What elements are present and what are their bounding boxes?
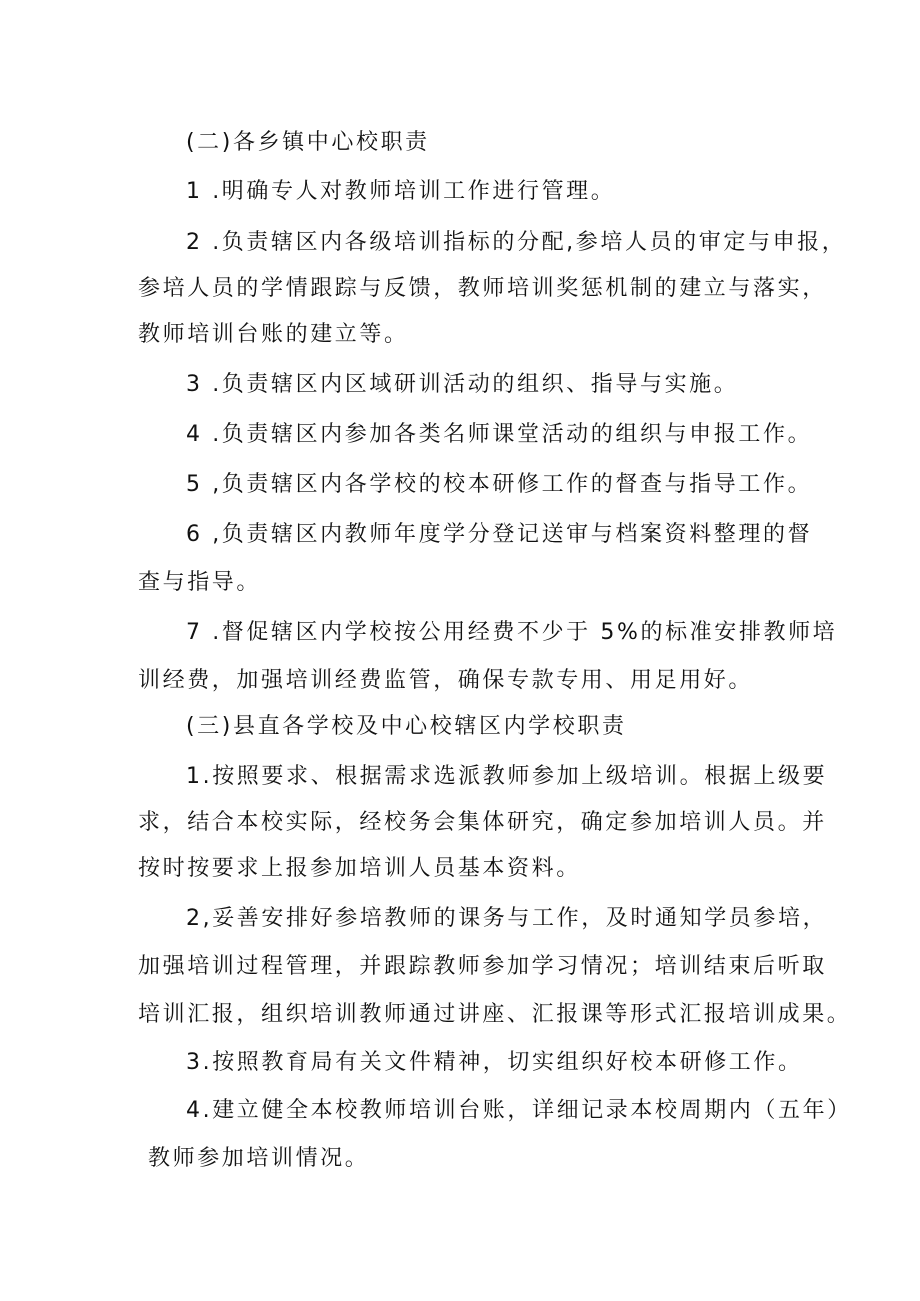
paragraph-line: 训经费，加强培训经费监管，确保专款专用、用足用好。 — [138, 668, 754, 693]
paragraph-line: 5 ,负责辖区内各学校的校本研修工作的督查与指导工作。 — [186, 472, 813, 497]
paragraph-line: 2,妥善安排好参培教师的课务与工作，及时通知学员参培， — [186, 906, 828, 931]
paragraph-line: 1.按照要求、根据需求选派教师参加上级培训。根据上级要 — [186, 764, 828, 789]
paragraph-line: 参培人员的学情跟踪与反馈，教师培训奖惩机制的建立与落实， — [138, 276, 827, 301]
section-heading: (二)各乡镇中心校职责 — [186, 130, 430, 155]
paragraph-line: 培训汇报，组织培训教师通过讲座、汇报课等形式汇报培训成果。 — [138, 1002, 852, 1027]
paragraph-line: 1 .明确专人对教师培训工作进行管理。 — [186, 179, 616, 204]
paragraph-line: 2 .负责辖区内各级培训指标的分配,参培人员的审定与申报， — [186, 230, 847, 255]
paragraph-line: 教师培训台账的建立等。 — [138, 322, 409, 347]
paragraph-line: 4.建立健全本校教师培训台账，详细记录本校周期内（五年） — [186, 1098, 852, 1123]
section-heading: (三)县直各学校及中心校辖区内学校职责 — [186, 714, 627, 739]
paragraph-line: 6 ,负责辖区内教师年度学分登记送审与档案资料整理的督 — [186, 522, 813, 547]
paragraph-line: 加强培训过程管理，并跟踪教师参加学习情况；培训结束后听取 — [138, 954, 827, 979]
paragraph-line: 教师参加培训情况。 — [148, 1146, 370, 1171]
paragraph-line: 4 .负责辖区内参加各类名师课堂活动的组织与申报工作。 — [186, 422, 813, 447]
paragraph-line: 3.按照教育局有关文件精神，切实组织好校本研修工作。 — [186, 1050, 803, 1075]
paragraph-line: 7 .督促辖区内学校按公用经费不少于 5%的标准安排教师培 — [186, 620, 838, 645]
paragraph-line: 查与指导。 — [138, 570, 262, 595]
paragraph-line: 按时按要求上报参加培训人员基本资料。 — [138, 856, 581, 881]
paragraph-line: 求，结合本校实际，经校务会集体研究，确定参加培训人员。并 — [138, 810, 827, 835]
paragraph-line: 3 .负责辖区内区域研训活动的组织、指导与实施。 — [186, 372, 739, 397]
